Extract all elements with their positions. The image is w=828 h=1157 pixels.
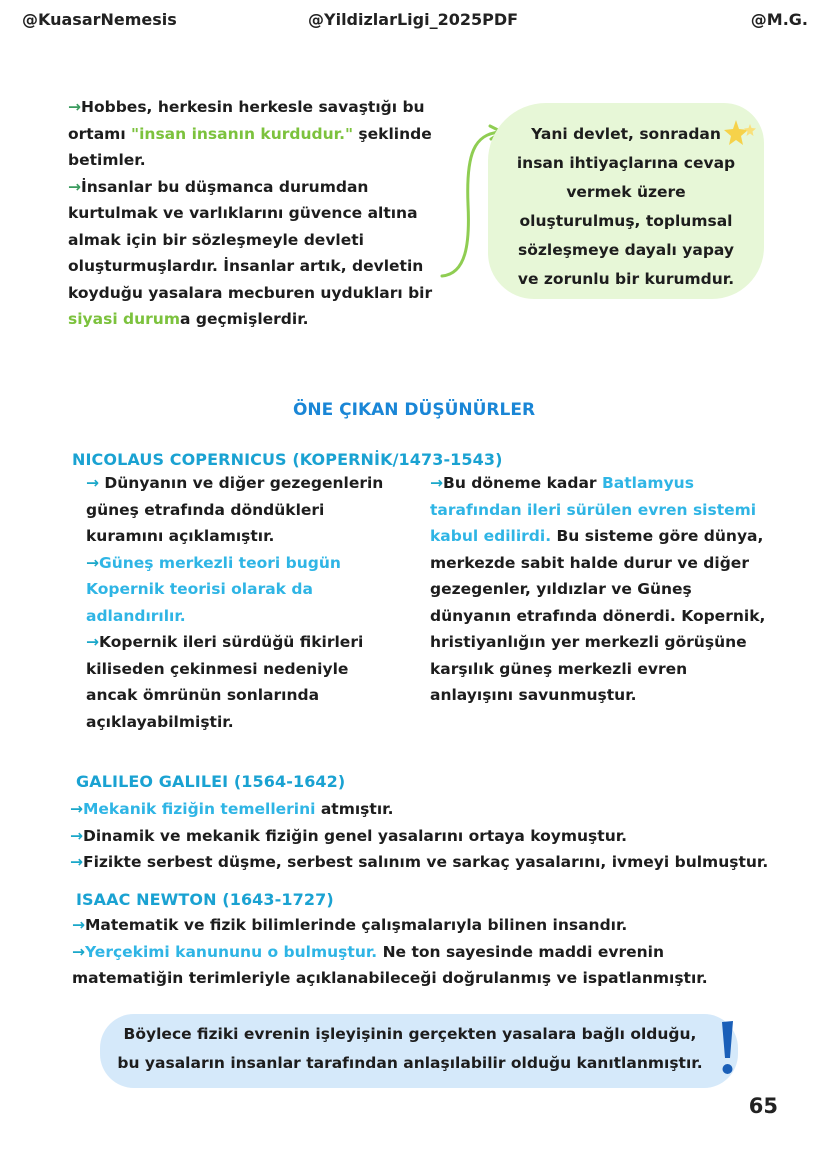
header-center-handle: @YildizlarLigi_2025PDF bbox=[308, 10, 519, 29]
intro-paragraph bbox=[68, 94, 448, 333]
summary-bubble-text: Yani devlet, sonradan insan ihtiyaçlarına cevap vermek üzere oluşturulmuş, toplumsal sözleşmeye dayalı yapay ve zorunlu bir kurumdur. bbox=[516, 125, 736, 288]
arrow-icon: → bbox=[68, 177, 81, 196]
galileo-point-1: →Mekanik fiziğin temellerini atmıştır. bbox=[70, 800, 394, 818]
page-number: 65 bbox=[748, 1094, 778, 1118]
conclusion-text: Böylece fiziki evrenin işleyişinin gerçekten yasalara bağlı olduğu, bu yasaların insanlar tarafından anlaşılabilir olduğu kanıtlanmıştır. bbox=[117, 1025, 703, 1072]
newton-point-2: →Yerçekimi kanununu o bulmuştur. Ne ton sayesinde maddi evrenin matematiğin terimleriyle açıklanabileceği doğrulanmış ve ispatlanmıştır. bbox=[72, 942, 708, 987]
batlamyus-highlight: Batlamyus tarafından ileri sürülen evren sistemi kabul edilirdi. bbox=[430, 474, 757, 545]
siyasi-durum-highlight: siyasi durum bbox=[68, 310, 180, 328]
galileo-heading: GALILEO GALILEI (1564-1642) bbox=[76, 772, 346, 791]
exclamation-icon bbox=[716, 1018, 738, 1078]
galileo-point-3: →Fizikte serbest düşme, serbest salınım ve sarkaç yasalarını, ivmeyi bulmuştur. bbox=[70, 853, 769, 871]
copernicus-point-1: → Dünyanın ve diğer gezegenlerin güneş etrafında döndükleri kuramını açıklamıştır. bbox=[86, 474, 384, 545]
intro-point-1: →Hobbes, herkesin herkesle savaştığı bu ortamı "insan insanın kurdudur." şeklinde betimler. bbox=[68, 98, 432, 169]
intro-point-2: →İnsanlar bu düşmanca durumdan kurtulmak ve varlıklarını güvence altına almak için bir sözleşmeyle devleti oluşturmuşlardır. İnsanlar artık, devletin koyduğu yasalara mecburen uydukları bir siyasi duruma geçmişlerdir. bbox=[68, 177, 433, 328]
section-title: ÖNE ÇIKAN DÜŞÜNÜRLER bbox=[292, 400, 536, 420]
copernicus-heading: NICOLAUS COPERNICUS (KOPERNİK/1473-1543) bbox=[72, 450, 503, 469]
stars-icon bbox=[722, 118, 758, 150]
newton-points bbox=[72, 912, 772, 992]
copernicus-point-3: →Kopernik ileri sürdüğü fikirleri kiliseden çekinmesi nedeniyle ancak ömrünün sonlarında açıklayabilmiştir. bbox=[86, 633, 364, 731]
galileo-point-2: →Dinamik ve mekanik fiziğin genel yasalarını ortaya koymuştur. bbox=[70, 826, 628, 845]
newton-point-1: →Matematik ve fizik bilimlerinde çalışmalarıyla bilinen insandır. bbox=[72, 916, 628, 934]
header-right-handle: @M.G. bbox=[750, 10, 808, 29]
copernicus-right-column: →Bu döneme kadar Batlamyus tarafından ileri sürülen evren sistemi kabul edilirdi. Bu sisteme göre dünya, merkezde sabit halde durur ve diğer gezegenler, yıldızlar ve Güneş dünyanın etrafında dönerdi. Kopernik, hristiyanlığın yer merkezli görüşüne karşılık güneş merkezli evren anlayışını savunmuştur. bbox=[430, 474, 766, 704]
galileo-points bbox=[70, 796, 810, 876]
header-left-handle: @KuasarNemesis bbox=[22, 10, 177, 29]
newton-heading: ISAAC NEWTON (1643-1727) bbox=[76, 890, 334, 909]
quote-highlight: "insan insanın kurdudur." bbox=[131, 124, 354, 143]
arrow-icon: → bbox=[68, 98, 81, 116]
copernicus-point-2: →Güneş merkezli teori bugün Kopernik teorisi olarak da adlandırılır. bbox=[86, 553, 341, 625]
copernicus-left-column bbox=[86, 470, 386, 735]
